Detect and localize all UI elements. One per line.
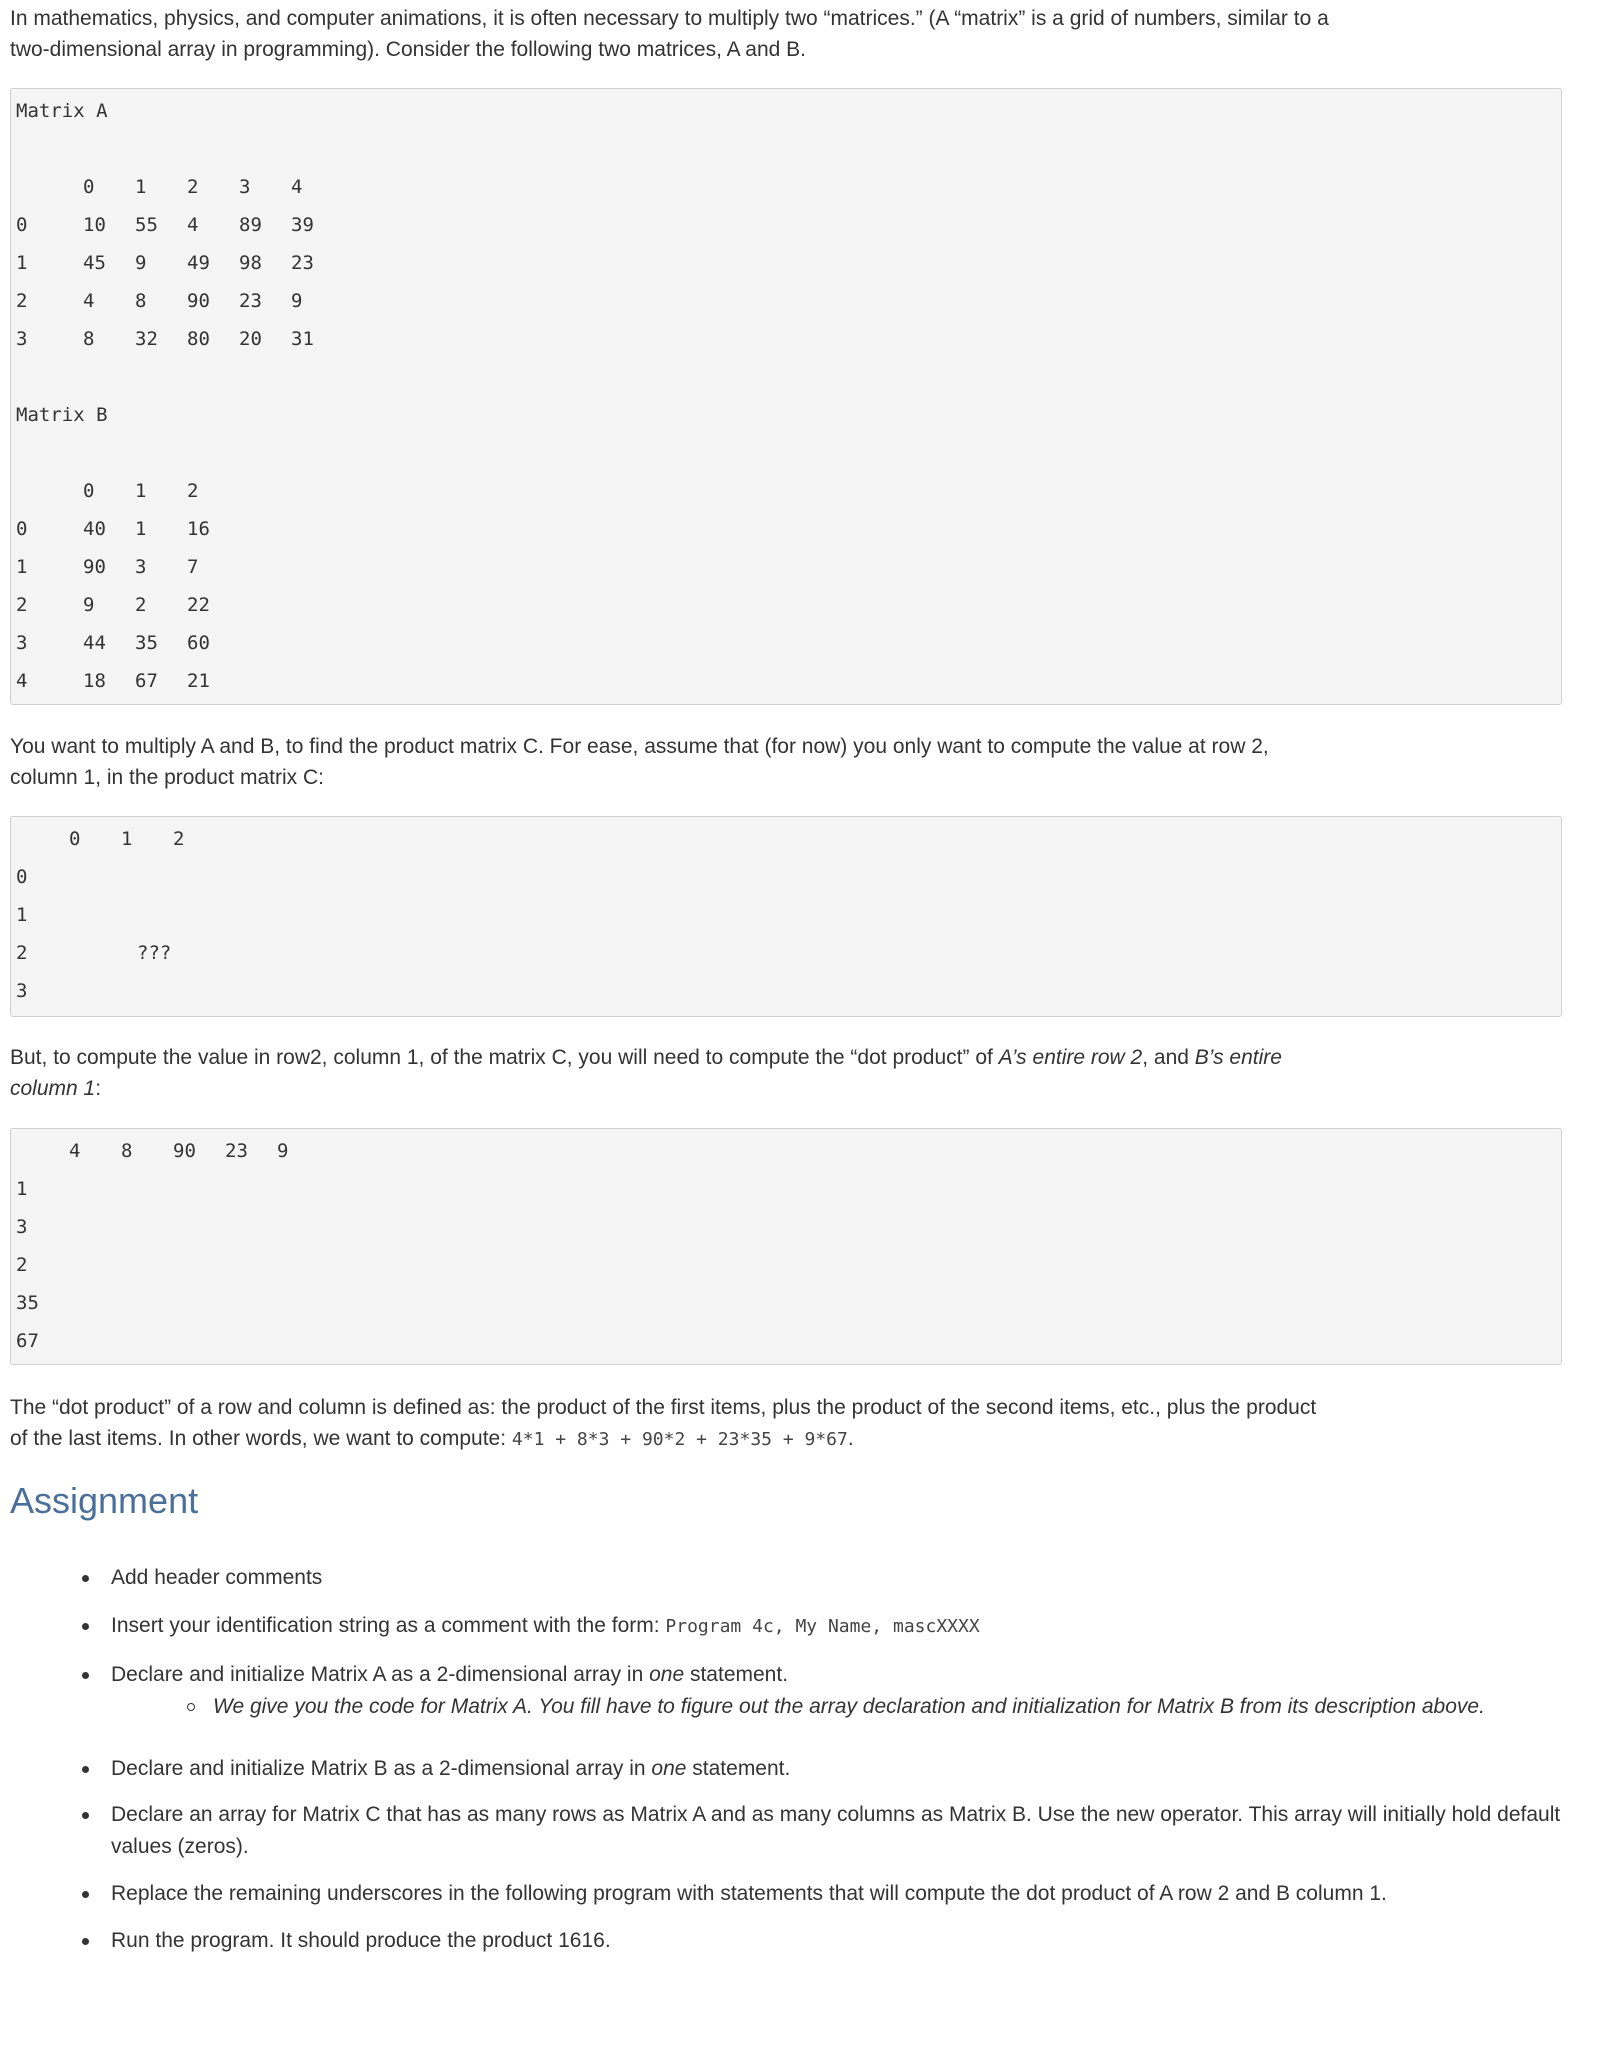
assignment-heading: Assignment <box>10 1480 199 1521</box>
matrix-b-cell: 21 <box>187 670 210 692</box>
dot-product-expression: 4*1 + 8*3 + 90*2 + 23*35 + 9*67 <box>511 1429 848 1450</box>
matrix-b-cell: 90 <box>83 556 106 578</box>
sub-list-item <box>110 1691 1565 1723</box>
matrix-a-cell: 23 <box>239 290 262 312</box>
matrix-a-col-header: 4 <box>291 176 303 198</box>
matrix-a-col-header: 3 <box>239 176 251 198</box>
matrix-c-col-header: 2 <box>173 828 185 850</box>
row-vector-value: 4 <box>69 1140 81 1162</box>
matrix-c-row-label: 3 <box>16 980 28 1002</box>
dot-line-1b: , and <box>1142 1046 1195 1069</box>
list-item <box>10 1925 1565 1957</box>
matrix-a-row-label: 2 <box>16 290 28 312</box>
matrix-a-title: Matrix A <box>16 100 108 122</box>
declare-b-text: Declare and initialize Matrix B as a 2-dimensional array in <box>111 1757 652 1780</box>
product-line-2: column 1, in the product matrix C: <box>10 766 324 789</box>
dot-product-paragraph <box>10 1042 1282 1104</box>
matrix-b-cell: 22 <box>187 594 210 616</box>
replace-text: Replace the remaining underscores in the following program with statements that will compute the dot product of A row 2 and B column 1. <box>111 1882 1387 1905</box>
declare-b-emphasis: one <box>651 1757 687 1780</box>
list-item <box>10 1610 1565 1643</box>
matrix-b-col-header: 2 <box>187 480 199 502</box>
matrix-a-b-box <box>10 88 1562 705</box>
matrix-a-cell: 9 <box>291 290 303 312</box>
expected-product: 1616 <box>558 1929 605 1952</box>
matrix-a-cell: 80 <box>187 328 210 350</box>
matrix-a-cell: 20 <box>239 328 262 350</box>
run-text: Run the program. It should produce the product <box>111 1929 559 1952</box>
column-vector-value: 3 <box>16 1216 28 1238</box>
list-item <box>10 1753 1565 1785</box>
matrix-c-row-label: 1 <box>16 904 28 926</box>
intro-line-1: In mathematics, physics, and computer animations, it is often necessary to multiply two “matrices.” (A “matrix” is a grid of numbers, similar to a <box>10 7 1329 30</box>
column-vector-value: 67 <box>16 1330 39 1352</box>
intro-line-2: two-dimensional array in programming). Consider the following two matrices, A and B. <box>10 38 807 61</box>
definition-line-2a: of the last items. In other words, we want to compute: <box>10 1427 512 1450</box>
matrix-a-cell: 45 <box>83 252 106 274</box>
matrix-a-cell: 55 <box>135 214 158 236</box>
row-vector-value: 90 <box>173 1140 196 1162</box>
column-vector-value: 35 <box>16 1292 39 1314</box>
list-item <box>10 1659 1565 1723</box>
dot-line-1-emphasis-b: B’s entire <box>1194 1046 1282 1069</box>
matrix-a-col-header: 1 <box>135 176 147 198</box>
matrix-a-cell: 4 <box>83 290 95 312</box>
matrix-b-cell: 2 <box>135 594 147 616</box>
definition-line-2b: . <box>847 1427 854 1450</box>
matrix-b-row-label: 4 <box>16 670 28 692</box>
matrix-b-row-label: 0 <box>16 518 28 540</box>
product-line-1: You want to multiply A and B, to find the product matrix C. For ease, assume that (for now) you only want to compute the value at row 2, <box>10 735 1269 758</box>
declare-c-text-end: operator. This array will initially hold default values (zeros). <box>111 1803 1561 1858</box>
matrix-b-cell: 67 <box>135 670 158 692</box>
matrix-a-row-label: 0 <box>16 214 28 236</box>
row-vector-value: 23 <box>225 1140 248 1162</box>
matrix-b-col-header: 1 <box>135 480 147 502</box>
column-vector-value: 1 <box>16 1178 28 1200</box>
definition-line-1: The “dot product” of a row and column is defined as: the product of the first items, plus the product of the second items, etc., plus the product <box>10 1396 1317 1419</box>
matrix-a-cell: 8 <box>135 290 147 312</box>
run-text-end: . <box>604 1929 611 1952</box>
matrix-c-unknown-cell: ??? <box>137 942 172 964</box>
matrix-a-row-label: 3 <box>16 328 28 350</box>
assignment-list <box>10 1562 1565 1957</box>
matrix-b-row-label: 2 <box>16 594 28 616</box>
matrix-b-cell: 3 <box>135 556 147 578</box>
declare-b-text-end: statement. <box>686 1757 791 1780</box>
matrix-c-row-label: 0 <box>16 866 28 888</box>
matrix-b-cell: 60 <box>187 632 210 654</box>
matrix-a-note: We give you the code for Matrix A. You fill have to figure out the array declaration and initialization for Matrix B from its description above. <box>213 1695 1485 1718</box>
matrix-c-box <box>10 816 1562 1017</box>
column-vector-value: 2 <box>16 1254 28 1276</box>
new-operator: new <box>1115 1803 1155 1826</box>
declare-c-text: Declare an array for Matrix C that has as many rows as Matrix A and as many columns as Matrix B. Use the <box>111 1803 1116 1826</box>
matrix-b-cell: 16 <box>187 518 210 540</box>
matrix-a-cell: 49 <box>187 252 210 274</box>
dot-line-1-emphasis-a: A’s entire row 2 <box>998 1046 1143 1069</box>
row-vector-value: 9 <box>277 1140 289 1162</box>
matrix-b-cell: 18 <box>83 670 106 692</box>
matrix-b-col-header: 0 <box>83 480 95 502</box>
identification-text: Insert your identification string as a comment with the form: <box>111 1614 666 1637</box>
identification-code: Program 4c, My Name, mascXXXX <box>665 1616 980 1637</box>
matrix-a-row-label: 1 <box>16 252 28 274</box>
matrix-a-cell: 8 <box>83 328 95 350</box>
matrix-b-cell: 44 <box>83 632 106 654</box>
dot-product-box <box>10 1128 1562 1365</box>
declare-a-text-end: statement. <box>684 1663 789 1686</box>
matrix-b-cell: 1 <box>135 518 147 540</box>
matrix-a-cell: 10 <box>83 214 106 236</box>
list-item <box>10 1562 1565 1594</box>
sub-list <box>111 1691 1565 1723</box>
matrix-b-cell: 35 <box>135 632 158 654</box>
matrix-b-row-label: 1 <box>16 556 28 578</box>
matrix-a-cell: 9 <box>135 252 147 274</box>
matrix-b-row-label: 3 <box>16 632 28 654</box>
matrix-b-cell: 40 <box>83 518 106 540</box>
matrix-c-col-header: 1 <box>121 828 133 850</box>
list-item <box>10 1799 1565 1863</box>
dot-line-1a: But, to compute the value in row2, column 1, of the matrix C, you will need to compute the “dot product” of <box>10 1046 999 1069</box>
product-paragraph <box>10 731 1269 793</box>
matrix-a-col-header: 2 <box>187 176 199 198</box>
matrix-a-cell: 39 <box>291 214 314 236</box>
matrix-a-cell: 31 <box>291 328 314 350</box>
dot-line-2-emphasis: column 1 <box>10 1077 96 1100</box>
matrix-c-row-label: 2 <box>16 942 28 964</box>
row-vector-value: 8 <box>121 1140 133 1162</box>
matrix-a-cell: 4 <box>187 214 199 236</box>
matrix-a-cell: 90 <box>187 290 210 312</box>
declare-a-text: Declare and initialize Matrix A as a 2-dimensional array in <box>111 1663 650 1686</box>
matrix-a-cell: 98 <box>239 252 262 274</box>
intro-paragraph <box>10 3 1329 65</box>
dot-line-2b: : <box>95 1077 102 1100</box>
matrix-b-title: Matrix B <box>16 404 108 426</box>
matrix-c-col-header: 0 <box>69 828 81 850</box>
matrix-b-cell: 9 <box>83 594 95 616</box>
matrix-a-cell: 89 <box>239 214 262 236</box>
definition-paragraph <box>10 1392 1316 1455</box>
matrix-b-cell: 7 <box>187 556 199 578</box>
matrix-a-cell: 32 <box>135 328 158 350</box>
matrix-a-col-header: 0 <box>83 176 95 198</box>
declare-a-emphasis: one <box>649 1663 685 1686</box>
header-comments-text: Add header comments <box>111 1566 323 1589</box>
list-item <box>10 1878 1565 1910</box>
matrix-a-cell: 23 <box>291 252 314 274</box>
